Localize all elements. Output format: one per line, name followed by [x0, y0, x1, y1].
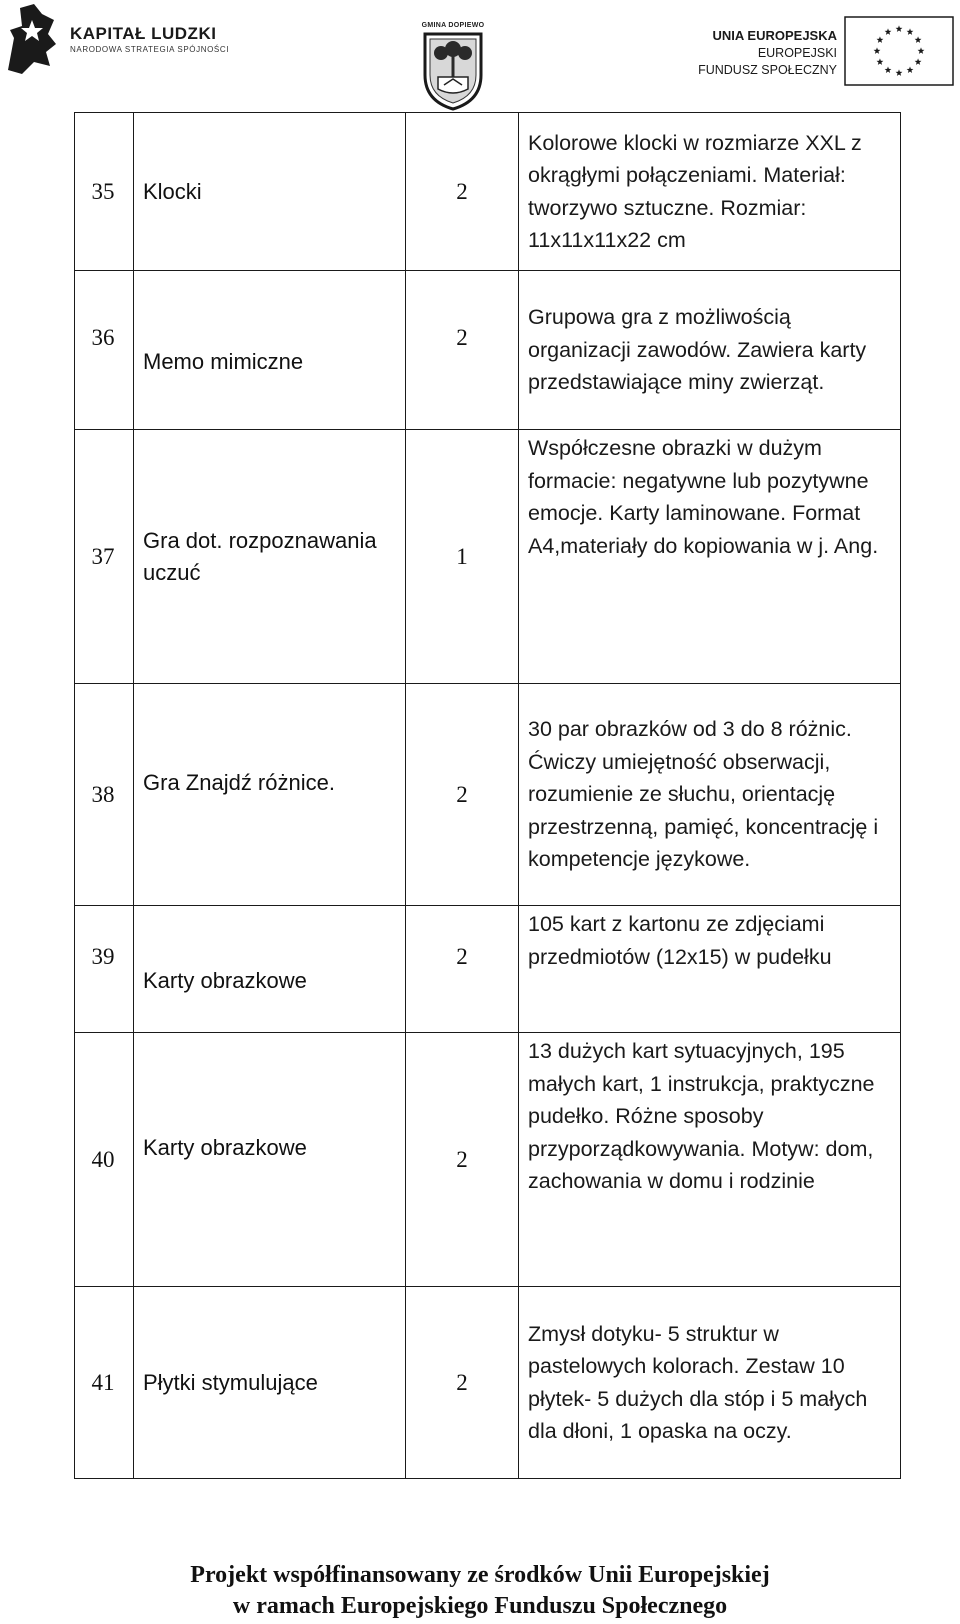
ue-line-2: FUNDUSZ SPOŁECZNY	[698, 63, 837, 77]
item-name	[134, 1033, 406, 1287]
gmina-coat-of-arms	[418, 22, 488, 112]
item-description: 105 kart z kartonu ze zdjęciami przedmiotów (12x15) w pudełku	[519, 906, 901, 1033]
item-quantity	[406, 271, 519, 430]
items-table-grid	[74, 112, 901, 1479]
kapital-ludzki-subtitle: NARODOWA STRATEGIA SPÓJNOŚCI	[70, 45, 230, 54]
item-description: Współczesne obrazki w dużym formacie: negatywne lub pozytywne emocje. Karty laminowane. Format A4,materiały do kopiowania w j. Ang.	[519, 430, 901, 684]
row-number-text: 39	[91, 944, 115, 969]
kapital-ludzki-title: KAPITAŁ LUDZKI	[70, 24, 217, 43]
footer-line-2: w ramach Europejskiego Funduszu Społecznego	[232, 1593, 728, 1619]
coat-of-arms-icon	[422, 31, 484, 111]
item-name	[134, 684, 406, 906]
item-quantity: 2	[406, 684, 519, 906]
ue-line-1: EUROPEJSKI	[757, 46, 837, 60]
table-row	[75, 906, 901, 1033]
item-name	[134, 906, 406, 1033]
gmina-label: GMINA DOPIEWO	[421, 22, 485, 29]
item-name: Gra dot. rozpoznawania uczuć	[134, 430, 406, 684]
table-row	[75, 1287, 901, 1479]
items-table	[74, 112, 879, 1479]
eu-flag-icon	[844, 16, 954, 86]
item-quantity-text: 2	[456, 325, 468, 350]
item-quantity: 1	[406, 430, 519, 684]
table-row	[75, 684, 901, 906]
table-row	[75, 113, 901, 271]
footer-line-1: Projekt współfinansowany ze środków Unii Europejskiej	[190, 1562, 770, 1588]
item-quantity: 2	[406, 113, 519, 271]
row-number: 38	[75, 684, 134, 906]
table-row	[75, 430, 901, 684]
row-number	[75, 906, 134, 1033]
item-quantity-text: 2	[456, 944, 468, 969]
item-quantity: 2	[406, 1033, 519, 1287]
item-name	[134, 271, 406, 430]
ue-title: UNIA EUROPEJSKA	[712, 28, 837, 43]
table-row	[75, 1033, 901, 1287]
item-description: Grupowa gra z możliwością organizacji zawodów. Zawiera karty przedstawiające miny zwierząt.	[519, 271, 901, 430]
item-description: 30 par obrazków od 3 do 8 różnic. Ćwiczy umiejętność obserwacji, rozumienie ze słuchu, orientację przestrzenną, pamięć, koncentrację i kompetencje językowe.	[519, 684, 901, 906]
item-quantity: 2	[406, 1287, 519, 1479]
item-name-text: Gra Znajdź różnice.	[143, 769, 335, 795]
item-description: Zmysł dotyku- 5 struktur w pastelowych kolorach. Zestaw 10 płytek- 5 dużych dla stóp i 5 małych dla dłoni, 1 opaska na oczy.	[519, 1287, 901, 1479]
item-name-text: Karty obrazkowe	[143, 1134, 307, 1160]
kapital-ludzki-emblem-icon	[4, 0, 64, 78]
project-footer	[0, 1560, 960, 1622]
unia-europejska-logo	[692, 16, 960, 84]
kapital-ludzki-logo	[4, 0, 244, 78]
item-description: Kolorowe klocki w rozmiarze XXL z okrągłymi połączeniami. Materiał: tworzywo sztuczne. Rozmiar: 11x11x11x22 cm	[519, 113, 901, 271]
item-name: Płytki stymulujące	[134, 1287, 406, 1479]
item-name-text: Karty obrazkowe	[143, 968, 307, 993]
row-number-text: 36	[91, 325, 115, 350]
table-row	[75, 271, 901, 430]
item-name-text: Memo mimiczne	[143, 349, 304, 374]
item-description: 13 dużych kart sytuacyjnych, 195 małych kart, 1 instrukcja, praktyczne pudełko. Różne sposoby przyporządkowywania. Motyw: dom, zachowania w domu i rodzinie	[519, 1033, 901, 1287]
row-number: 37	[75, 430, 134, 684]
item-quantity	[406, 906, 519, 1033]
item-name: Klocki	[134, 113, 406, 271]
row-number: 40	[75, 1033, 134, 1287]
row-number: 41	[75, 1287, 134, 1479]
row-number	[75, 271, 134, 430]
row-number: 35	[75, 113, 134, 271]
